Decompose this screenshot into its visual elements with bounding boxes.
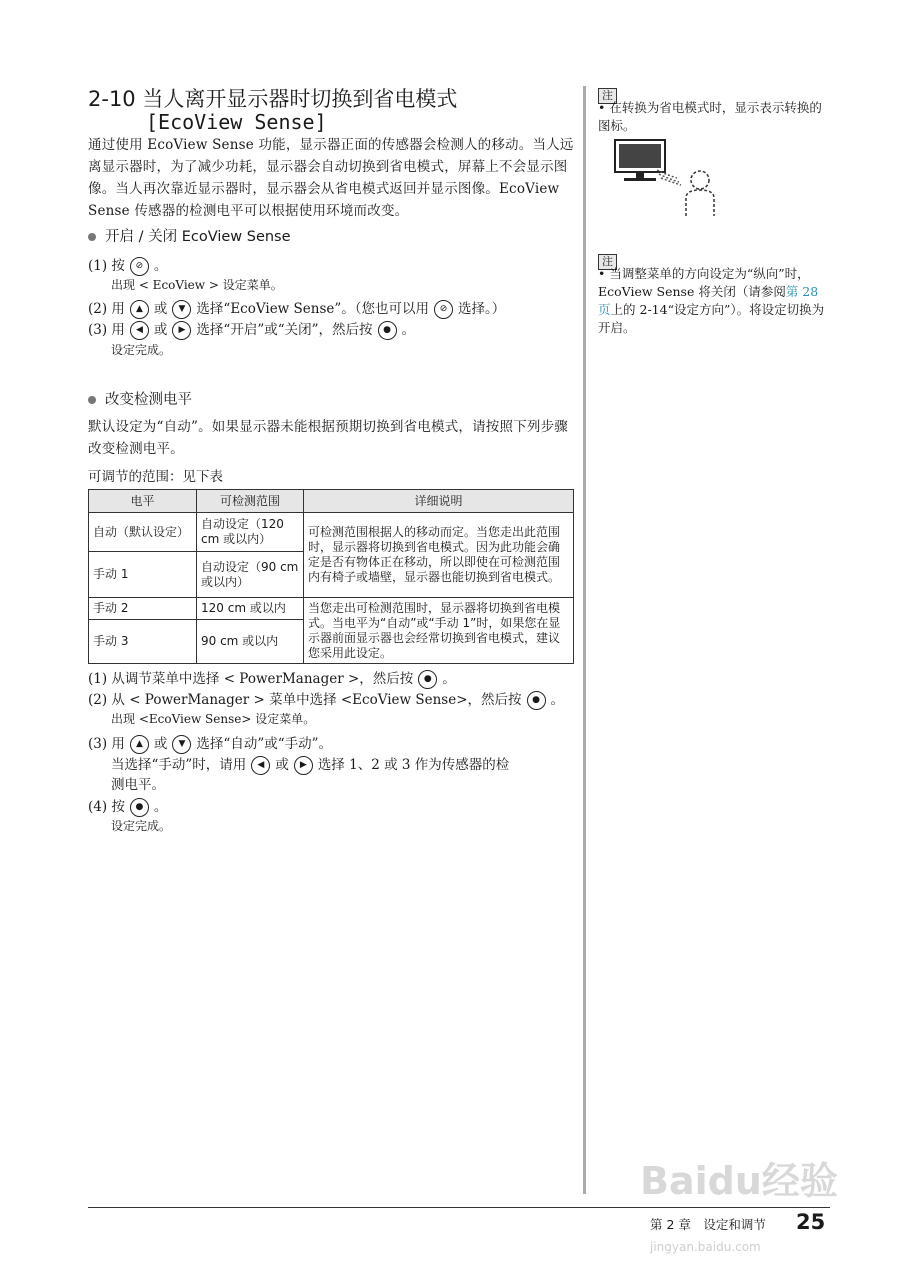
level-step-4: (4) 按 ● 。 (88, 799, 168, 815)
table-header-row (89, 490, 574, 513)
enter-button-icon: ● (130, 798, 149, 817)
watermark-url: jingyan.baidu.com (650, 1240, 761, 1254)
table-row (89, 513, 574, 552)
step-1-note: 出现 < EcoView > 设定菜单。 (111, 278, 283, 292)
left-button-icon: ◀ (251, 756, 270, 775)
right-button-icon: ▶ (172, 321, 191, 340)
eco-button-icon: ⊘ (130, 257, 149, 276)
enter-button-icon: ● (418, 670, 437, 689)
step-3-note: 设定完成。 (111, 343, 172, 357)
enter-button-icon: ● (378, 321, 397, 340)
level-step-1: (1) 从调节菜单中选择 < PowerManager >，然后按 ● 。 (88, 671, 456, 687)
table-cell: 当您走出可检测范围时，显示器将切换到省电模式。当电平为“自动”或“手动 1”时，如果您在显示器前面显示器也会经常切换到省电模式，建议您采用此设定。 (304, 598, 574, 664)
section-heading-toggle: 开启 / 关闭 EcoView Sense (88, 225, 291, 246)
eco-button-icon: ⊘ (434, 300, 453, 319)
page-number: 25 (796, 1210, 826, 1234)
enter-button-icon: ● (527, 691, 546, 710)
level-table (88, 489, 574, 664)
table-cell: 可检测范围根据人的移动而定。当您走出此范围时，显示器将切换到省电模式。因为此功能会确定是否有物体正在移动，所以即使在可检测范围内有椅子或墙壁，显示器也能切换到省电模式。 (304, 513, 574, 598)
level-step-2: (2) 从 < PowerManager > 菜单中选择 <EcoView Sense>，然后按 ● 。 (88, 692, 565, 708)
monitor-person-illustration (612, 138, 722, 218)
down-button-icon: ▼ (172, 735, 191, 754)
page-title: 2-10 当人离开显示器时切换到省电模式 (88, 87, 458, 111)
footer-chapter: 第 2 章 设定和调节 (650, 1217, 766, 1232)
level-step-3-detail-2: 测电平。 (111, 777, 165, 793)
note-1: • 在转换为省电模式时，显示表示转换的图标。 (598, 100, 822, 133)
right-button-icon: ▶ (294, 756, 313, 775)
watermark-logo: Baidu经验 (640, 1159, 838, 1203)
table-header: 详细说明 (304, 490, 574, 513)
step-1: (1) 按 ⊘ 。 (88, 258, 168, 274)
page-link[interactable]: 第 28 页 (598, 284, 819, 317)
up-button-icon: ▲ (130, 735, 149, 754)
note-tag: 注 (598, 84, 617, 104)
table-cell: 自动设定（120 cm 或以内） (197, 513, 304, 552)
table-cell: 90 cm 或以内 (197, 620, 304, 664)
left-button-icon: ◀ (130, 321, 149, 340)
intro-paragraph: 通过使用 EcoView Sense 功能，显示器正面的传感器会检测人的移动。当人远离显示器时，为了减少功耗，显示器会自动切换到省电模式，屏幕上不会显示图像。当人再次靠近显示器时，显示器会从省电模式返回并显示图像。EcoView Sense 传感器的检测电平可以根据使用环境而改变。 (88, 137, 574, 219)
page-subtitle: [EcoView Sense] (146, 110, 327, 134)
table-row (89, 598, 574, 620)
note-tag: 注 (598, 250, 617, 270)
range-label: 可调节的范围：见下表 (88, 469, 223, 485)
section-heading-level: 改变检测电平 (88, 388, 192, 409)
table-cell: 手动 2 (89, 598, 197, 620)
table-header: 电平 (89, 490, 197, 513)
up-button-icon: ▲ (130, 300, 149, 319)
table-cell: 自动（默认设定） (89, 513, 197, 552)
bullet-icon (88, 396, 96, 404)
level-step-3-detail: 当选择“手动”时，请用 ◀ 或 ▶ 选择 1、2 或 3 作为传感器的检 (111, 757, 510, 773)
table-cell: 自动设定（90 cm 或以内） (197, 552, 304, 598)
level-step-4-note: 设定完成。 (111, 819, 172, 833)
column-divider (583, 86, 586, 1194)
table-cell: 手动 1 (89, 552, 197, 598)
level-step-2-note: 出现 <EcoView Sense> 设定菜单。 (111, 712, 316, 726)
down-button-icon: ▼ (172, 300, 191, 319)
person-icon (691, 171, 709, 189)
bullet-icon (88, 233, 96, 241)
level-intro: 默认设定为“自动”。如果显示器未能根据预期切换到省电模式，请按照下列步骤改变检测电平。 (88, 419, 569, 457)
footer-divider (88, 1207, 830, 1208)
step-3: (3) 用 ◀ 或 ▶ 选择“开启”或“关闭”，然后按 ● 。 (88, 322, 416, 338)
note-2: • 当调整菜单的方向设定为“纵向”时，EcoView Sense 将关闭（请参阅第 28 页上的 2-14“设定方向”）。将设定切换为开启。 (598, 266, 825, 335)
table-cell: 120 cm 或以内 (197, 598, 304, 620)
level-step-3: (3) 用 ▲ 或 ▼ 选择“自动”或“手动”。 (88, 736, 333, 752)
step-2: (2) 用 ▲ 或 ▼ 选择“EcoView Sense”。（您也可以用 ⊘ 选择。） (88, 301, 506, 317)
table-cell: 手动 3 (89, 620, 197, 664)
table-header: 可检测范围 (197, 490, 304, 513)
